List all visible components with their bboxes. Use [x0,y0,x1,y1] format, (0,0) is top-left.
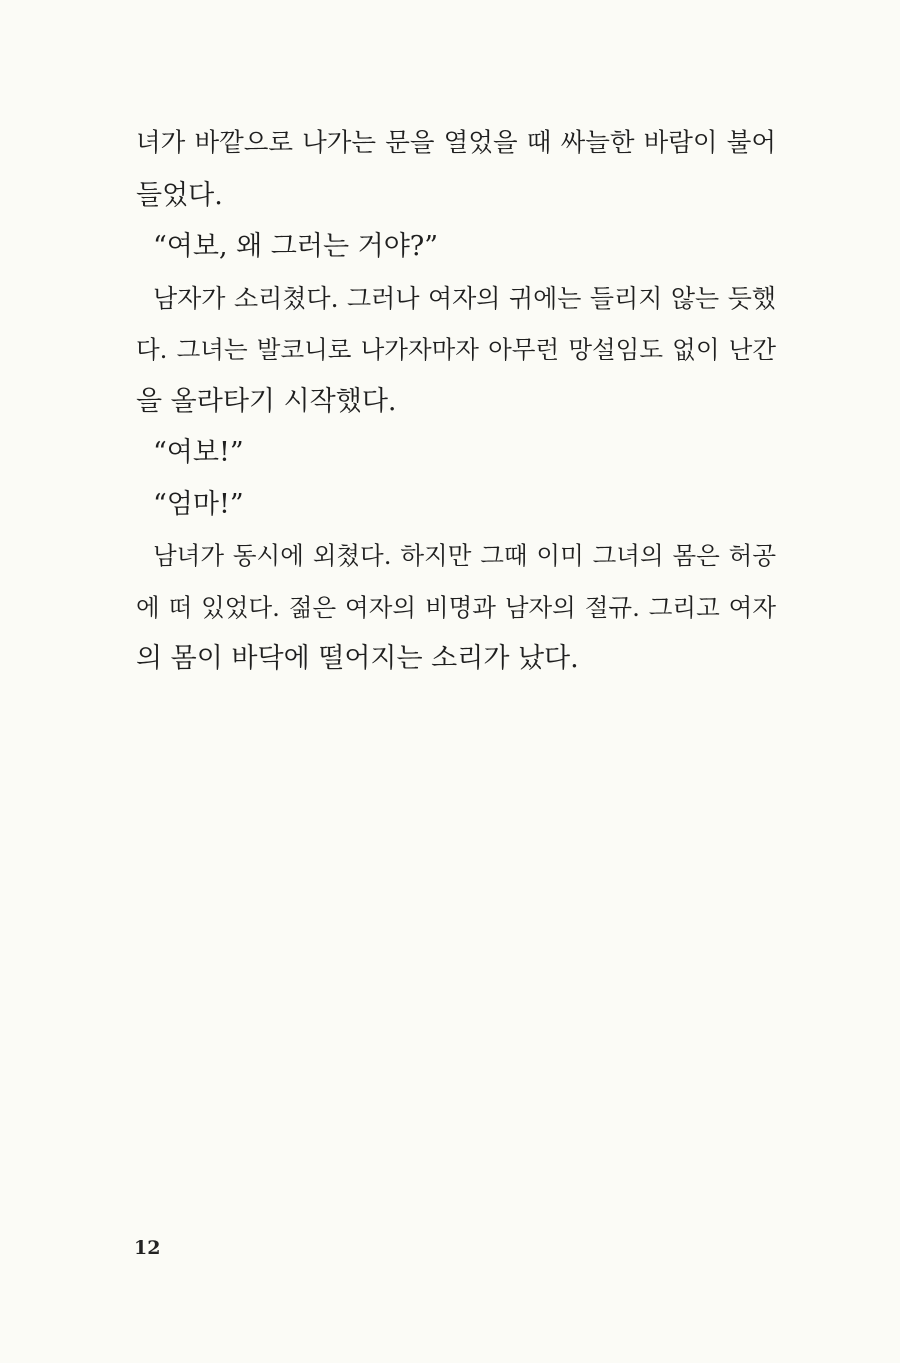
text-line-10: 에 떠 있었다. 젊은 여자의 비명과 남자의 절규. 그리고 여자 [136,592,776,622]
text-line-3: “여보, 왜 그러는 거야?” [153,231,439,262]
text-line-8: “엄마!” [153,488,244,520]
text-line-7: “여보!” [153,437,244,468]
text-line-9: 남녀가 동시에 외쳤다. 하지만 그때 이미 그녀의 몸은 허공 [153,541,776,570]
text-line-1: 녀가 바깥으로 나가는 문을 열었을 때 싸늘한 바람이 불어 [136,128,776,158]
body-text [136,118,776,685]
text-line-4: 남자가 소리쳤다. 그러나 여자의 귀에는 들리지 않는 듯했 [153,283,776,313]
text-line-2: 들었다. [136,179,223,211]
text-line-11: 의 몸이 바닥에 떨어지는 소리가 났다. [136,643,579,674]
page-number: 12 [134,1237,161,1259]
text-line-6: 을 올라타기 시작했다. [136,385,397,417]
text-line-5: 다. 그녀는 발코니로 나가자마자 아무런 망설임도 없이 난간 [136,335,776,364]
